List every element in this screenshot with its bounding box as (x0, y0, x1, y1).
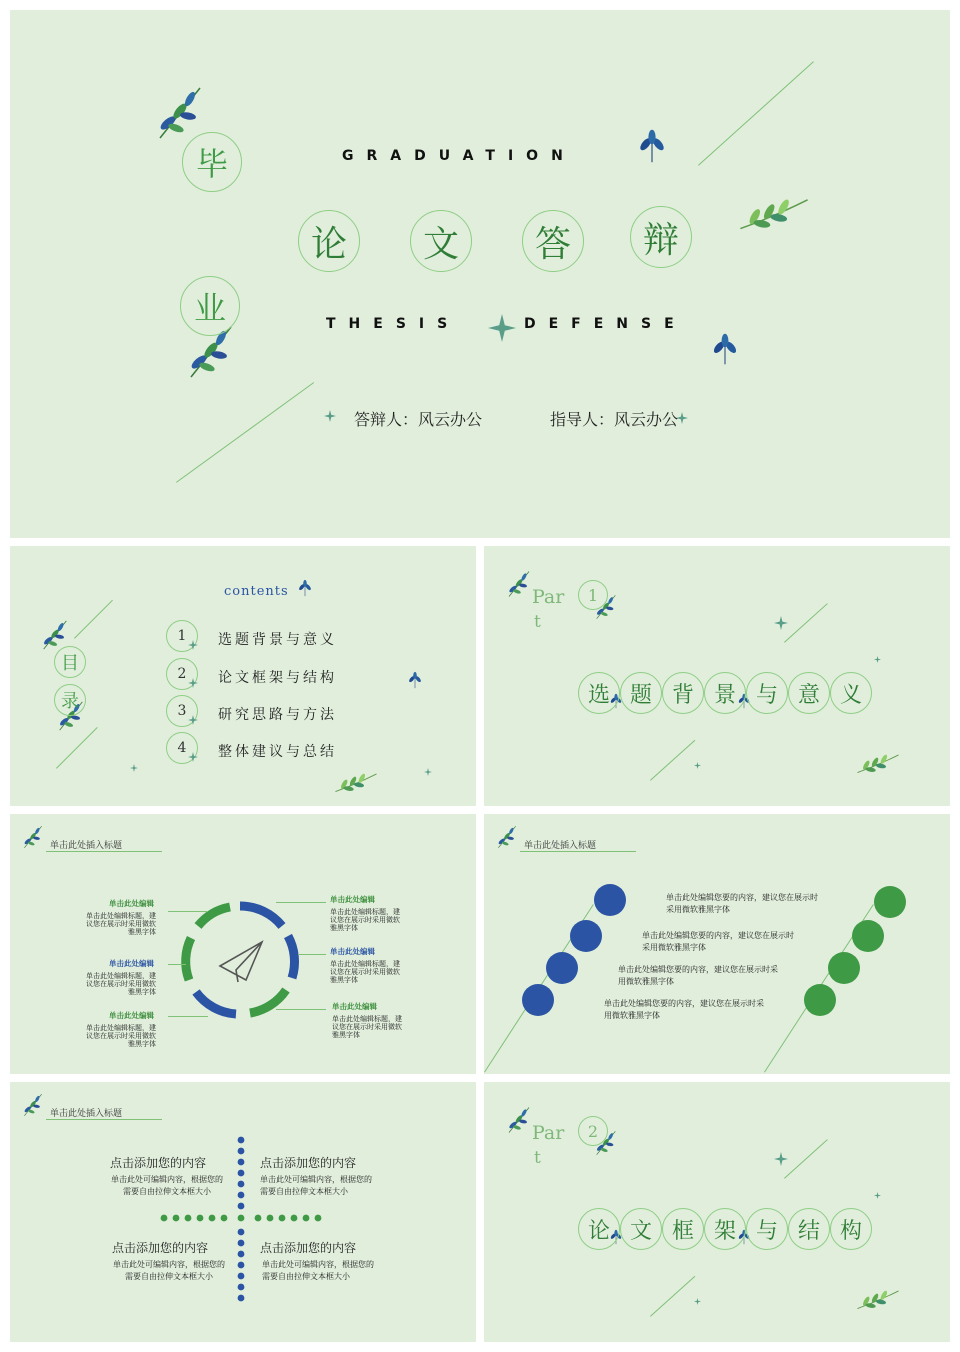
defense-text: DEFENSE (524, 316, 687, 332)
part-label: Par (532, 1122, 565, 1144)
connector-line (168, 1016, 208, 1017)
vertical-char-ye: 业 (180, 276, 240, 336)
part2-char: 论 (578, 1208, 620, 1250)
ring-diagram (176, 896, 304, 1024)
part1-char: 选 (578, 672, 620, 714)
dot-text[interactable]: 单击此处编辑您要的内容，建议您在展示时采用微软雅黑字体 (666, 893, 818, 914)
item-title[interactable]: 单击此处编辑 (109, 899, 154, 908)
part2-char: 框 (662, 1208, 704, 1250)
paper-plane-icon (220, 942, 262, 982)
toc-side-char-1: 目 (54, 646, 86, 678)
star-icon (188, 715, 198, 725)
cross-body[interactable]: 单击此处可编辑内容，根据您的需要自由拉伸文本框大小 (111, 1175, 223, 1196)
thesis-text: THESIS (326, 316, 461, 332)
cross-slide[interactable] (10, 1082, 476, 1342)
toc-item-3[interactable]: 研究思路与方法 (218, 707, 337, 723)
connector-line (168, 911, 208, 912)
part1-char: 意 (788, 672, 830, 714)
decor-line (784, 603, 828, 643)
blue-dot (546, 952, 578, 984)
presenter-text[interactable]: 答辩人：风云办公 (354, 410, 483, 429)
toc-num-2: 2 (166, 658, 198, 690)
star-icon (694, 1298, 701, 1305)
blue-dot (570, 920, 602, 952)
green-leaf-icon (334, 770, 378, 794)
star-icon (324, 410, 336, 422)
part-label-t: t (534, 612, 541, 632)
star-icon (774, 616, 788, 630)
title-char-3: 答 (522, 210, 584, 272)
part1-char: 题 (620, 672, 662, 714)
cross-body[interactable]: 单击此处可编辑内容，根据您的需要自由拉伸文本框大小 (113, 1260, 225, 1281)
dot-text[interactable]: 单击此处编辑您要的内容，建议您在展示时采用微软雅黑字体 (604, 999, 764, 1020)
connector-line (168, 964, 186, 965)
leaf-sprig-icon (20, 1090, 46, 1120)
part2-char: 结 (788, 1208, 830, 1250)
decor-line (650, 1276, 695, 1317)
star-icon (694, 762, 701, 769)
cross-body[interactable]: 单击此处可编辑内容，根据您的需要自由拉伸文本框大小 (262, 1260, 374, 1281)
green-dot (804, 984, 836, 1016)
part2-char: 构 (830, 1208, 872, 1250)
toc-num-4: 4 (166, 732, 198, 764)
toc-side-char-2: 录 (54, 684, 86, 716)
blue-leaf-icon (296, 578, 314, 598)
part1-char: 背 (662, 672, 704, 714)
cover-slide[interactable] (10, 10, 950, 538)
blue-leaf-icon (634, 126, 670, 166)
item-body[interactable]: 单击此处编辑标题，建议您在展示时采用微软雅黑字体 (86, 972, 156, 996)
vertical-char-bi: 毕 (182, 132, 242, 192)
cross-body[interactable]: 单击此处可编辑内容，根据您的需要自由拉伸文本框大小 (260, 1175, 372, 1196)
header-underline (46, 1119, 162, 1120)
leaf-sprig-icon (504, 566, 534, 602)
part2-char: 文 (620, 1208, 662, 1250)
item-title[interactable]: 单击此处编辑 (109, 1011, 154, 1020)
star-icon (488, 314, 516, 342)
decor-line (698, 61, 814, 165)
item-title[interactable]: 单击此处编辑 (332, 1002, 377, 1011)
part1-slide[interactable] (484, 546, 950, 806)
leaf-sprig-icon (20, 822, 46, 852)
decor-line (784, 1139, 828, 1179)
dot-text[interactable]: 单击此处编辑您要的内容，建议您在展示时采用微软雅黑字体 (618, 965, 778, 986)
part1-char: 与 (746, 672, 788, 714)
star-icon (774, 1152, 788, 1166)
part-label: Par (532, 586, 565, 608)
item-title[interactable]: 单击此处编辑 (330, 947, 375, 956)
decor-line (176, 382, 314, 483)
connector-line (276, 1009, 326, 1010)
blue-leaf-icon (708, 330, 742, 368)
connector-line (298, 954, 326, 955)
part-number: 2 (578, 1116, 608, 1146)
dot-text[interactable]: 单击此处编辑您要的内容，建议您在展示时采用微软雅黑字体 (642, 931, 794, 952)
item-body[interactable]: 单击此处编辑标题，建议您在展示时采用微软雅黑字体 (330, 960, 400, 984)
toc-num-1: 1 (166, 620, 198, 652)
item-body[interactable]: 单击此处编辑标题，建议您在展示时采用微软雅黑字体 (332, 1015, 402, 1039)
blue-dot (522, 984, 554, 1016)
header-underline (520, 851, 636, 852)
star-icon (874, 656, 881, 663)
green-leaf-icon (856, 750, 900, 776)
part2-slide[interactable] (484, 1082, 950, 1342)
star-icon (188, 640, 198, 650)
title-char-2: 文 (410, 210, 472, 272)
toc-heading: contents (224, 584, 289, 599)
part-label-t: t (534, 1148, 541, 1168)
decor-line (74, 600, 113, 639)
part1-char: 义 (830, 672, 872, 714)
header-underline (46, 851, 162, 852)
advisor-text[interactable]: 指导人：风云办公 (550, 410, 679, 429)
green-dot (828, 952, 860, 984)
green-leaf-icon (856, 1286, 900, 1312)
connector-line (276, 902, 326, 903)
cross-title[interactable]: 点击添加您的内容 (110, 1156, 207, 1170)
ring-slide[interactable] (10, 814, 476, 1074)
title-char-4: 辩 (630, 206, 692, 268)
toc-slide[interactable] (10, 546, 476, 806)
decor-line (650, 740, 695, 781)
cross-title[interactable]: 点击添加您的内容 (260, 1241, 357, 1255)
slide-header[interactable]: 单击此处插入标题 (50, 841, 123, 851)
graduation-text: GRADUATION (342, 148, 576, 164)
green-leaf-icon (738, 178, 810, 248)
part1-char: 景 (704, 672, 746, 714)
part2-char: 与 (746, 1208, 788, 1250)
item-body[interactable]: 单击此处编辑标题，建议您在展示时采用微软雅黑字体 (86, 912, 156, 936)
dots-slide[interactable] (484, 814, 950, 1074)
item-title[interactable]: 单击此处编辑 (109, 959, 154, 968)
blue-dot (594, 884, 626, 916)
star-icon (874, 1192, 881, 1199)
blue-leaf-icon (406, 670, 424, 690)
title-char-1: 论 (298, 210, 360, 272)
part-number: 1 (578, 580, 608, 610)
toc-item-1[interactable]: 选题背景与意义 (218, 632, 337, 648)
leaf-sprig-icon (504, 1102, 534, 1138)
green-dot (852, 920, 884, 952)
star-icon (130, 764, 138, 772)
slide-header[interactable]: 单击此处插入标题 (524, 841, 597, 851)
star-icon (188, 678, 198, 688)
part2-char: 架 (704, 1208, 746, 1250)
item-body[interactable]: 单击此处编辑标题，建议您在展示时采用微软雅黑字体 (86, 1024, 156, 1048)
toc-item-4[interactable]: 整体建议与总结 (218, 744, 337, 760)
slide-header[interactable]: 单击此处插入标题 (50, 1109, 123, 1119)
item-body[interactable]: 单击此处编辑标题，建议您在展示时采用微软雅黑字体 (330, 908, 400, 932)
toc-num-3: 3 (166, 695, 198, 727)
toc-item-2[interactable]: 论文框架与结构 (218, 670, 337, 686)
leaf-sprig-icon (494, 822, 520, 852)
star-icon (188, 752, 198, 762)
cross-title[interactable]: 点击添加您的内容 (260, 1156, 357, 1170)
star-icon (424, 768, 432, 776)
item-title[interactable]: 单击此处编辑 (330, 895, 375, 904)
cross-title[interactable]: 点击添加您的内容 (112, 1241, 209, 1255)
green-dot (874, 886, 906, 918)
